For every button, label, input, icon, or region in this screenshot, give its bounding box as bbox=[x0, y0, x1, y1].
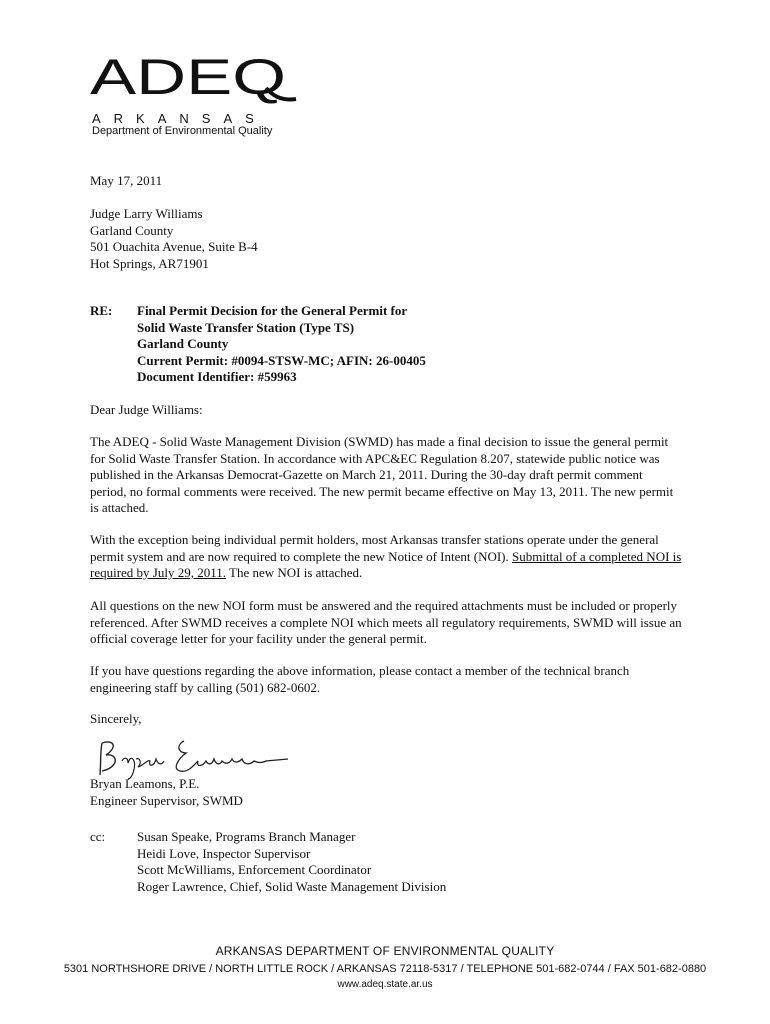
re-line: Garland County bbox=[137, 336, 229, 351]
logo-state-name: ARKANSAS bbox=[92, 111, 267, 126]
noi-deadline-text: Submittal of a completed NOI is required by July 29, 2011. bbox=[90, 548, 682, 580]
paragraph-text: The new NOI is attached. bbox=[226, 565, 363, 580]
cc-recipient: Heidi Love, Inspector Supervisor bbox=[137, 845, 311, 861]
cc-recipient: Susan Speake, Programs Branch Manager bbox=[137, 829, 356, 844]
cc-list bbox=[137, 829, 446, 895]
paragraph-noi-questions bbox=[90, 598, 682, 648]
paragraph-text: All questions on the new NOI form must be answered and the required attachments must be included or properly referenced. After SWMD receives a complete NOI which meets all regulatory requirements, SWMD will issue an official coverage letter for your facility under the general permit. bbox=[90, 598, 682, 646]
recipient-name: Judge Larry Williams bbox=[90, 206, 203, 221]
paragraph-text: With the exception being individual permit holders, most Arkansas transfer stations operate under the general permit system and are now required to complete the new Notice of Intent (NOI). bbox=[90, 532, 659, 564]
re-line: Solid Waste Transfer Station (Type TS) bbox=[137, 319, 355, 335]
letter-date: May 17, 2011 bbox=[90, 173, 163, 188]
footer-org: ARKANSAS DEPARTMENT OF ENVIRONMENTAL QUALITY bbox=[215, 944, 555, 958]
paragraph-noi-requirement bbox=[90, 532, 682, 582]
paragraph-text: If you have questions regarding the above information, please contact a member of the technical branch engineering staff by calling (501) 682-0602. bbox=[90, 663, 630, 695]
cc-recipient: Scott McWilliams, Enforcement Coordinator bbox=[137, 862, 372, 877]
logo-department: Department of Environmental Quality bbox=[92, 125, 273, 137]
signer-block bbox=[90, 776, 243, 809]
signer-title: Engineer Supervisor, SWMD bbox=[90, 792, 243, 808]
paragraph-text: The ADEQ - Solid Waste Management Division (SWMD) has made a final decision to issue the general permit for Solid Waste Transfer Station. In accordance with APC&EC Regulation 8.207, statewide public notice was published in the Arkansas Democrat-Gazette on March 21, 2011. During the 30-day draft permit comment period, no formal comments were received. The new permit became effective on May 13, 2011. The new permit is attached. bbox=[90, 434, 674, 515]
adeq-logo-wordmark: ADEQ bbox=[90, 50, 286, 105]
adeq-logo bbox=[90, 50, 310, 137]
cc-recipient: Roger Lawrence, Chief, Solid Waste Management Division bbox=[137, 878, 447, 894]
re-line: Current Permit: #0094-STSW-MC; AFIN: 26-00405 bbox=[137, 352, 426, 368]
re-label: RE: bbox=[90, 303, 113, 318]
adeq-logo-mark bbox=[90, 50, 310, 108]
re-line: Document Identifier: #59963 bbox=[137, 369, 297, 384]
closing: Sincerely, bbox=[90, 711, 142, 726]
recipient-street: 501 Ouachita Avenue, Suite B-4 bbox=[90, 239, 258, 254]
re-subject bbox=[137, 303, 426, 386]
paragraph-permit-decision bbox=[90, 434, 682, 517]
signer-name: Bryan Leamons, P.E. bbox=[90, 776, 200, 791]
recipient-org: Garland County bbox=[90, 222, 174, 238]
paragraph-contact bbox=[90, 663, 682, 696]
salutation: Dear Judge Williams: bbox=[90, 402, 203, 417]
recipient-address bbox=[90, 206, 258, 272]
cc-label: cc: bbox=[90, 829, 106, 844]
recipient-city: Hot Springs, AR71901 bbox=[90, 255, 209, 271]
footer-website: www.adeq.state.ar.us bbox=[337, 979, 433, 990]
re-line: Final Permit Decision for the General Permit for bbox=[137, 303, 408, 318]
footer-address: 5301 NORTHSHORE DRIVE / NORTH LITTLE ROCK / ARKANSAS 72118-5317 / TELEPHONE 501-682-0744 / FAX 501-682-0880 bbox=[63, 963, 707, 975]
